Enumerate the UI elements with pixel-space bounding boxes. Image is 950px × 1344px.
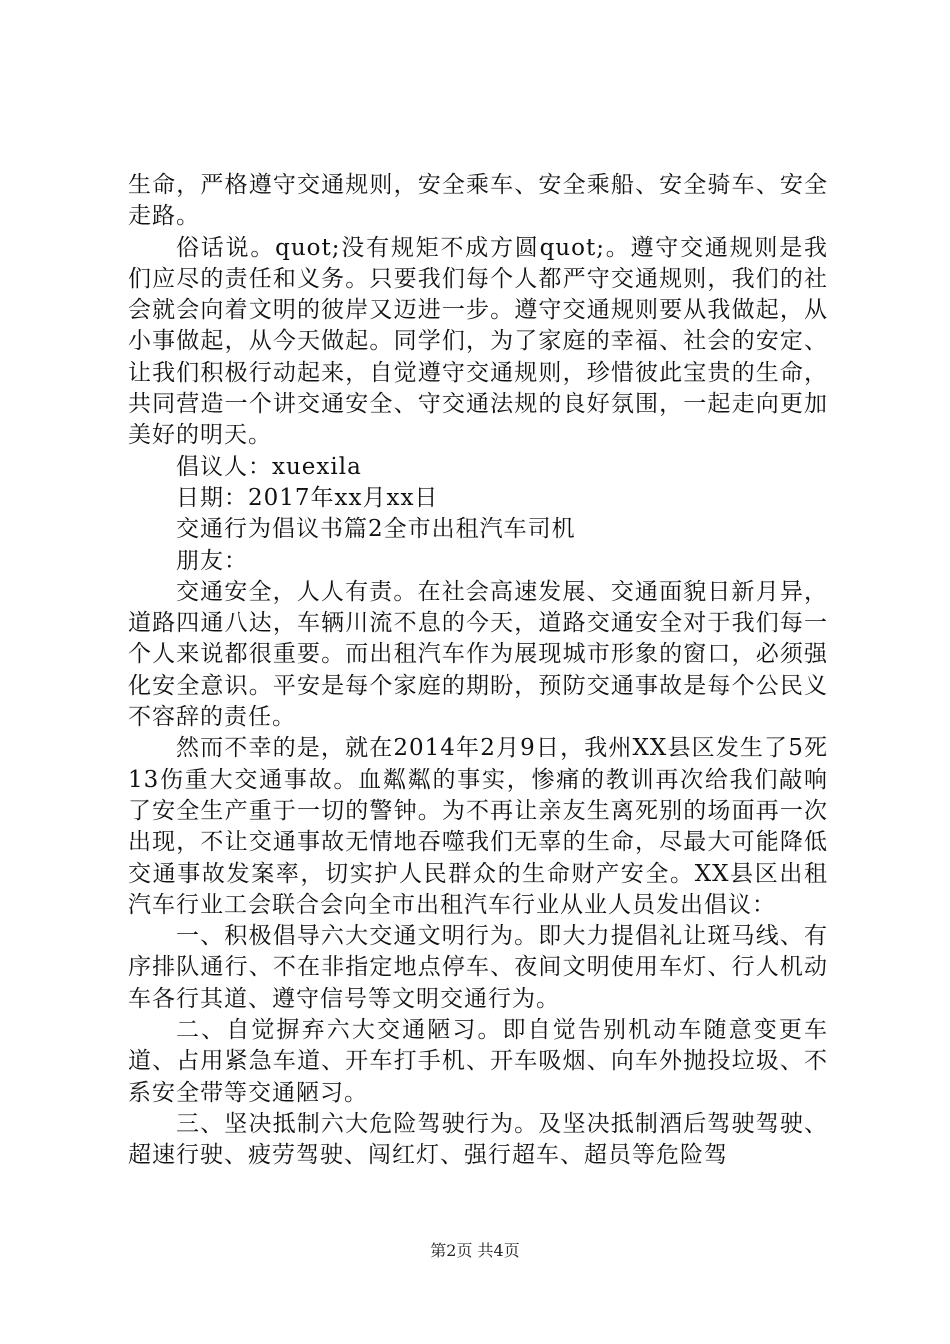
document-body bbox=[128, 170, 828, 1172]
paragraph-10: 二、自觉摒弃六大交通陋习。即自觉告别机动车随意变更车道、占用紧急车道、开车打手机、开车吸烟、向车外抛投垃圾、不系安全带等交通陋习。 bbox=[128, 1017, 828, 1106]
paragraph-7: 交通安全，人人有责。在社会高速发展、交通面貌日新月异，道路四通八达，车辆川流不息的今天，道路交通安全对于我们每一个人来说都很重要。而出租汽车作为展现城市形象的窗口，必须强化安全意识。平安是每个家庭的期盼，预防交通事故是每个公民义不容辞的责任。 bbox=[128, 578, 828, 731]
salutation-line: 朋友： bbox=[176, 547, 248, 574]
paragraph-8: 然而不幸的是，就在2014年2月9日，我州XX县区发生了5死13伤重大交通事故。血粼粼的事实，惨痛的教训再次给我们敲响了安全生产重于一切的警钟。为不再让亲友生离死别的场面再一次出现，不让交通事故无情地吞噬我们无辜的生命，尽最大可能降低交通事故发案率，切实护人民群众的生命财产安全。XX县区出租汽车行业工会联合会向全市出租汽车行业从业人员发出倡议： bbox=[128, 735, 828, 918]
paragraph-1: 生命，严格遵守交通规则，安全乘车、安全乘船、安全骑车、安全走路。 bbox=[128, 172, 828, 230]
date-line: 日期：2017年xx月xx日 bbox=[176, 484, 439, 511]
paragraph-2: 俗话说。quot;没有规矩不成方圆quot;。遵守交通规则是我们应尽的责任和义务。只要我们每个人都严守交通规则，我们的社会就会向着文明的彼岸又迈进一步。遵守交通规则要从我做起，从小事做起，从今天做起。同学们，为了家庭的幸福、社会的安定、让我们积极行动起来，自觉遵守交通规则，珍惜彼此宝贵的生命，共同营造一个讲交通安全、守交通法规的良好氛围，一起走向更加美好的明天。 bbox=[128, 234, 828, 449]
paragraph-11: 三、坚决抵制六大危险驾驶行为。及坚决抵制酒后驾驶驾驶、超速行驶、疲劳驾驶、闯红灯、强行超车、超员等危险驾 bbox=[128, 1110, 828, 1169]
initiator-line: 倡议人：xuexila bbox=[176, 453, 362, 480]
paragraph-9: 一、积极倡导六大交通文明行为。即大力提倡礼让斑马线、有序排队通行、不在非指定地点停车、夜间文明使用车灯、行人机动车各行其道、遵守信号等文明交通行为。 bbox=[128, 923, 828, 1012]
section-title-line: 交通行为倡议书篇2全市出租汽车司机 bbox=[176, 516, 576, 543]
page-number-footer: 第2页 共4页 bbox=[430, 1241, 520, 1260]
